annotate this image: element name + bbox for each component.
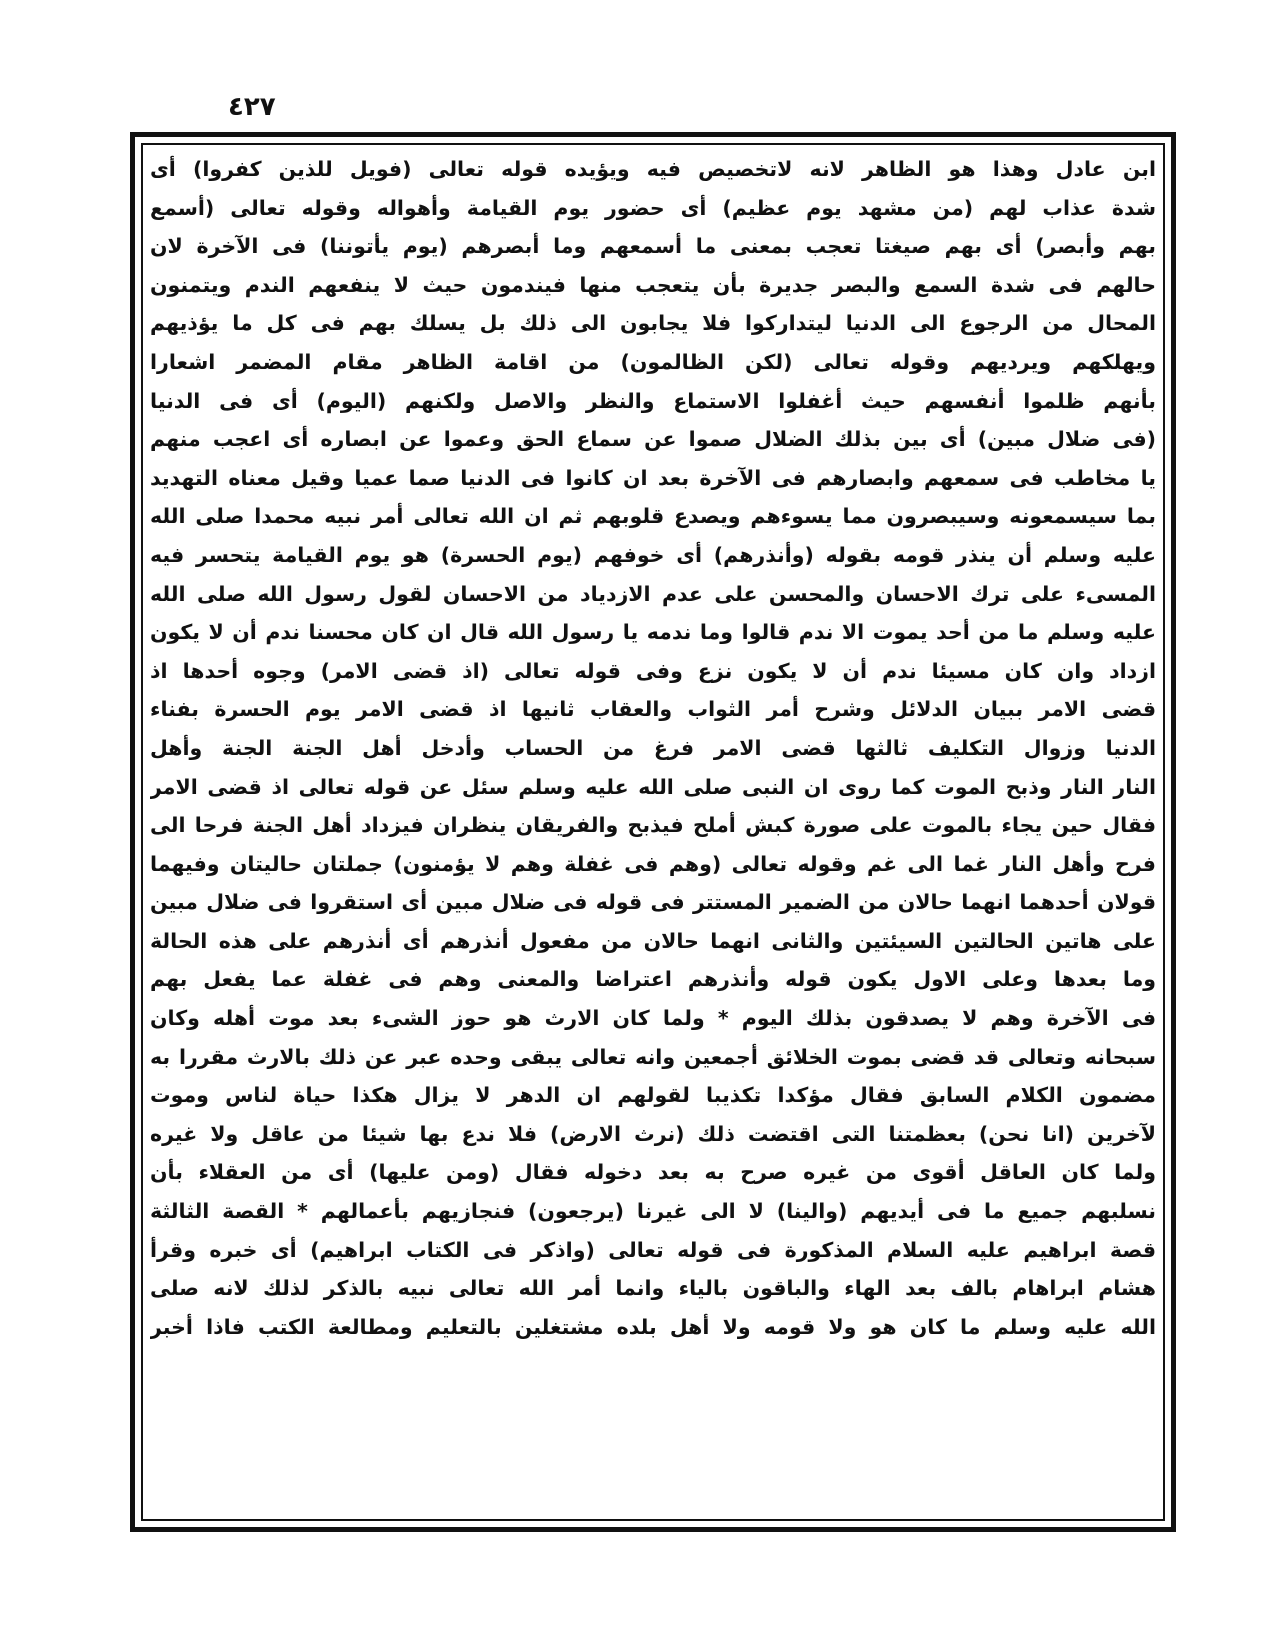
text-line: قضى الامر ببيان الدلائل وشرح أمر الثواب والعقاب ثانيها اذ قضى الامر يوم الحسرة بفناء [150,697,1156,722]
text-line: (فى ضلال مبين) أى بين بذلك الضلال صموا عن سماع الحق وعموا عن ابصاره أى اعجب منهم [150,427,1156,452]
text-line: قولان أحدهما انهما حالان من الضمير المستتر فى قوله فى ضلال مبين أى استقروا فى ضلال مبين [150,890,1156,915]
text-line: بهم وأبصر) أى بهم صيغتا تعجب بمعنى ما أسمعهم وما أبصرهم (يوم يأتوننا) فى الآخرة لان [150,234,1156,259]
text-line: لآخرين (انا نحن) بعظمتنا التى اقتضت ذلك (نرث الارض) فلا ندع بها شيئا من عاقل ولا غيره [150,1121,1156,1146]
text-line: فى الآخرة وهم لا يصدقون بذلك اليوم * ولما كان الارث هو حوز الشىء بعد موت أهله وكان [150,1006,1156,1031]
text-line: ابن عادل وهذا هو الظاهر لانه لاتخصيص فيه ويؤيده قوله تعالى (فويل للذين كفروا) أى [150,157,1156,181]
text-line: يا مخاطب فى سمعهم وابصارهم فى الآخرة بعد ان كانوا فى الدنيا صما عميا وقيل معناه التهديد [150,465,1156,490]
page-number: ٤٢٧ [228,92,276,122]
text-line: المسىء على ترك الاحسان والمحسن على عدم الازدياد من الاحسان لقول رسول الله صلى الله [150,581,1156,606]
text-line: هشام ابراهام بالف بعد الهاء والباقون بالياء وانما أمر الله تعالى نبيه بالذكر لذلك لانه صلى [150,1276,1156,1301]
text-line: شدة عذاب لهم (من مشهد يوم عظيم) أى حضور يوم القيامة وأهواله وقوله تعالى (أسمع [150,195,1156,220]
text-line: المحال من الرجوع الى الدنيا ليتداركوا فلا يجابون الى ذلك بل يسلك بهم فى كل ما يؤذيهم [150,311,1156,336]
text-line: عليه وسلم ما من أحد يموت الا ندم قالوا وما ندمه يا رسول الله قال ان كان محسنا ندم أن لا يكون [150,620,1156,645]
text-line: الدنيا وزوال التكليف ثالثها قضى الامر فرغ من الحساب وأدخل أهل الجنة الجنة وأهل [150,735,1156,760]
text-line: عليه وسلم أن ينذر قومه بقوله (وأنذرهم) أى خوفهم (يوم الحسرة) هو يوم القيامة يتحسر فيه [150,542,1156,567]
text-line: فرح وأهل النار غما الى غم وقوله تعالى (وهم فى غفلة وهم لا يؤمنون) جملتان حاليتان وفيهما [150,851,1156,876]
text-line: سبحانه وتعالى قد قضى بموت الخلائق أجمعين وانه تعالى يبقى وحده عبر عن ذلك بالارث مقررا به [150,1044,1156,1069]
body-text [150,150,1156,1520]
text-line: النار النار وذبح الموت كما روى ان النبى صلى الله عليه وسلم سئل عن قوله تعالى اذ قضى الامر [150,774,1156,799]
text-line: الله عليه وسلم ما كان هو ولا قومه ولا أهل بلده مشتغلين بالتعليم ومطالعة الكتب فاذا أخبر [150,1314,1156,1339]
text-line: وما بعدها وعلى الاول يكون قوله وأنذرهم اعتراضا والمعنى وهم فى غفلة عما يفعل بهم [150,967,1156,992]
text-line: نسلبهم جميع ما فى أيديهم (والينا) لا الى غيرنا (يرجعون) فنجازيهم بأعمالهم * القصة الثالثة [150,1199,1156,1224]
text-line: على هاتين الحالتين السيئتين والثانى انهما حالان من مفعول أنذرهم أى أنذرهم على هذه الحالة [150,928,1156,953]
text-line: حالهم فى شدة السمع والبصر جديرة بأن يتعجب منها فيندمون حيث لا ينفعهم الندم ويتمنون [150,272,1156,297]
text-line: بأنهم ظلموا أنفسهم حيث أغفلوا الاستماع والنظر والاصل ولكنهم (اليوم) أى فى الدنيا [150,388,1156,413]
text-line: مضمون الكلام السابق فقال مؤكدا تكذيبا لقولهم ان الدهر لا يزال هكذا حياة لناس وموت [150,1083,1156,1108]
text-line: قصة ابراهيم عليه السلام المذكورة فى قوله تعالى (واذكر فى الكتاب ابراهيم) أى خبره وقرأ [150,1237,1156,1262]
text-line: بما سيسمعونه وسيبصرون مما يسوءهم ويصدع قلوبهم ثم ان الله تعالى أمر نبيه محمدا صلى الله [150,504,1156,529]
text-line: ويهلكهم ويرديهم وقوله تعالى (لكن الظالمون) من اقامة الظاهر مقام المضمر اشعارا [150,349,1156,374]
text-line: ولما كان العاقل أقوى من غيره صرح به بعد دخوله فقال (ومن عليها) أى من العقلاء بأن [150,1160,1156,1185]
text-line: فقال حين يجاء بالموت على صورة كبش أملح فيذبح والفريقان ينظران فيزداد أهل الجنة فرحا الى [150,813,1156,838]
text-line: ازداد وان كان مسيئا ندم أن لا يكون نزع وفى قوله تعالى (اذ قضى الامر) وجوه أحدها اذ [150,658,1156,683]
